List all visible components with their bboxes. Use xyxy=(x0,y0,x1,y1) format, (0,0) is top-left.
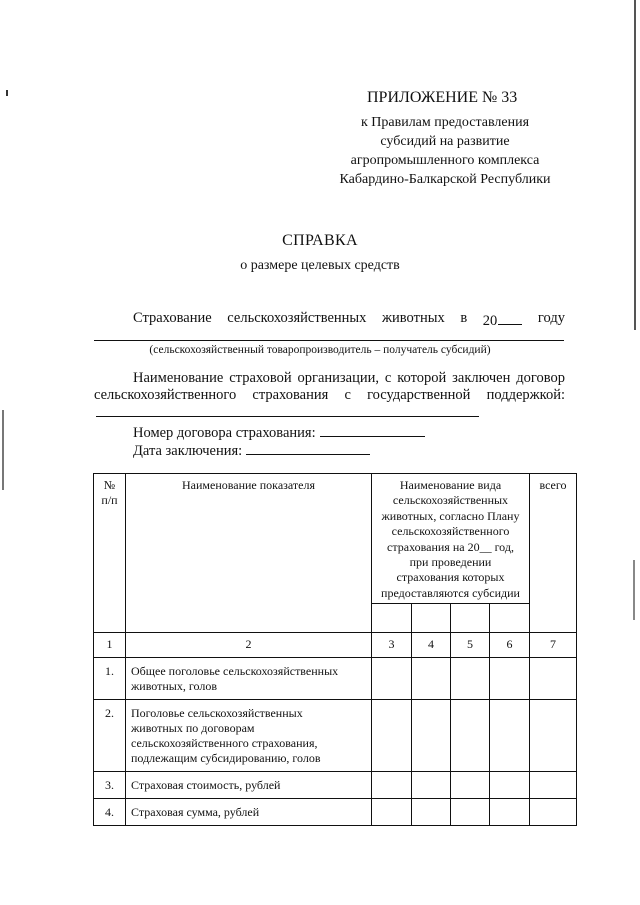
table-border xyxy=(93,798,576,799)
row-indicator xyxy=(131,778,369,793)
appendix-line: агропромышленного комплекса xyxy=(350,153,540,168)
row-number: 1. xyxy=(105,664,114,678)
header-number xyxy=(94,478,125,508)
document-title: СПРАВКА xyxy=(282,232,358,249)
header-number-line: п/п xyxy=(101,493,118,507)
insurance-organization-label: Наименование страховой организации, с которой заключен договор сельскохозяйственного страхования с государственной поддержкой: xyxy=(94,370,565,403)
header-number-line: № xyxy=(103,478,116,492)
row-indicator-line: Страховая сумма, рублей xyxy=(131,805,260,819)
scan-mark xyxy=(6,90,8,96)
table-border xyxy=(93,473,576,474)
row-number: 2. xyxy=(105,706,114,720)
insurance-organization-paragraph xyxy=(94,370,565,422)
year-blank-field[interactable] xyxy=(498,310,522,325)
scan-mark xyxy=(2,410,4,490)
appendix-line: субсидий на развитие xyxy=(380,134,510,149)
row-indicator-line: животных, голов xyxy=(131,679,217,693)
column-number: 1 xyxy=(106,637,113,651)
insurance-year-line xyxy=(133,310,565,330)
table-border xyxy=(93,825,576,826)
row-indicator xyxy=(131,664,369,694)
row-indicator-line: Поголовье сельскохозяйственных xyxy=(131,706,303,720)
header-animal-type-line: страхования на 20__ год, xyxy=(387,539,514,554)
column-number: 2 xyxy=(245,637,252,651)
header-indicator: Наименование показателя xyxy=(182,478,315,492)
insurance-word: году xyxy=(537,310,565,326)
header-total: всего xyxy=(539,478,567,492)
year-prefix: 20 xyxy=(482,313,498,329)
header-animal-type-line: Наименование вида xyxy=(399,478,502,492)
contract-number-label: Номер договора страхования: xyxy=(133,425,316,441)
row-number: 4. xyxy=(105,805,114,819)
table-border xyxy=(93,632,576,633)
insurance-word: Страхование xyxy=(133,310,212,326)
appendix-line: к Правилам предоставления xyxy=(360,115,530,130)
column-number: 4 xyxy=(428,637,434,651)
producer-caption: (сельскохозяйственный товаропроизводитель – получатель субсидий) xyxy=(149,344,491,356)
header-animal-type-line: сельскохозяйственных xyxy=(392,493,509,508)
insurance-word: животных xyxy=(382,310,445,326)
column-number: 3 xyxy=(388,637,395,651)
insurance-word: в xyxy=(460,310,468,326)
column-number: 7 xyxy=(550,637,556,651)
header-animal-type-line: страхования которых xyxy=(396,570,505,585)
row-number: 3. xyxy=(105,778,114,792)
insurance-year xyxy=(483,310,523,330)
row-indicator-line: сельскохозяйственного страхования, xyxy=(131,736,318,750)
row-indicator-line: Общее поголовье сельскохозяйственных xyxy=(131,664,339,678)
header-animal-type-line: предоставляются субсидии xyxy=(381,585,520,600)
row-indicator-line: животных по договорам xyxy=(131,721,255,735)
insurance-word: сельскохозяйственных xyxy=(227,310,367,326)
table-border xyxy=(93,699,576,700)
row-indicator-line: подлежащим субсидированию, голов xyxy=(131,751,321,765)
row-indicator xyxy=(131,706,369,766)
table-border xyxy=(576,473,577,826)
table-border xyxy=(93,771,576,772)
contract-number-row xyxy=(133,424,425,442)
scan-mark xyxy=(634,0,636,330)
document-subtitle: о размере целевых средств xyxy=(240,258,400,273)
scan-mark xyxy=(633,560,635,620)
insurance-organization-field[interactable] xyxy=(96,404,479,417)
column-number: 6 xyxy=(506,637,513,651)
table-border xyxy=(93,657,576,658)
contract-date-field[interactable] xyxy=(246,442,370,455)
contract-date-label: Дата заключения: xyxy=(133,443,243,459)
header-animal-type-line: при проведении xyxy=(409,555,492,570)
header-animal-type xyxy=(372,478,529,601)
row-indicator-line: Страховая стоимость, рублей xyxy=(131,778,281,792)
column-number: 5 xyxy=(467,637,473,651)
appendix-reference xyxy=(300,113,590,189)
appendix-line: Кабардино-Балкарской Республики xyxy=(339,172,551,187)
appendix-title: ПРИЛОЖЕНИЕ № 33 xyxy=(367,89,518,106)
header-animal-type-line: животных, согласно Плану xyxy=(381,508,520,523)
contract-date-row xyxy=(133,442,370,460)
producer-name-field[interactable] xyxy=(94,340,564,341)
contract-number-field[interactable] xyxy=(320,424,425,437)
row-indicator xyxy=(131,805,369,820)
header-animal-type-line: сельскохозяйственного xyxy=(391,524,510,539)
